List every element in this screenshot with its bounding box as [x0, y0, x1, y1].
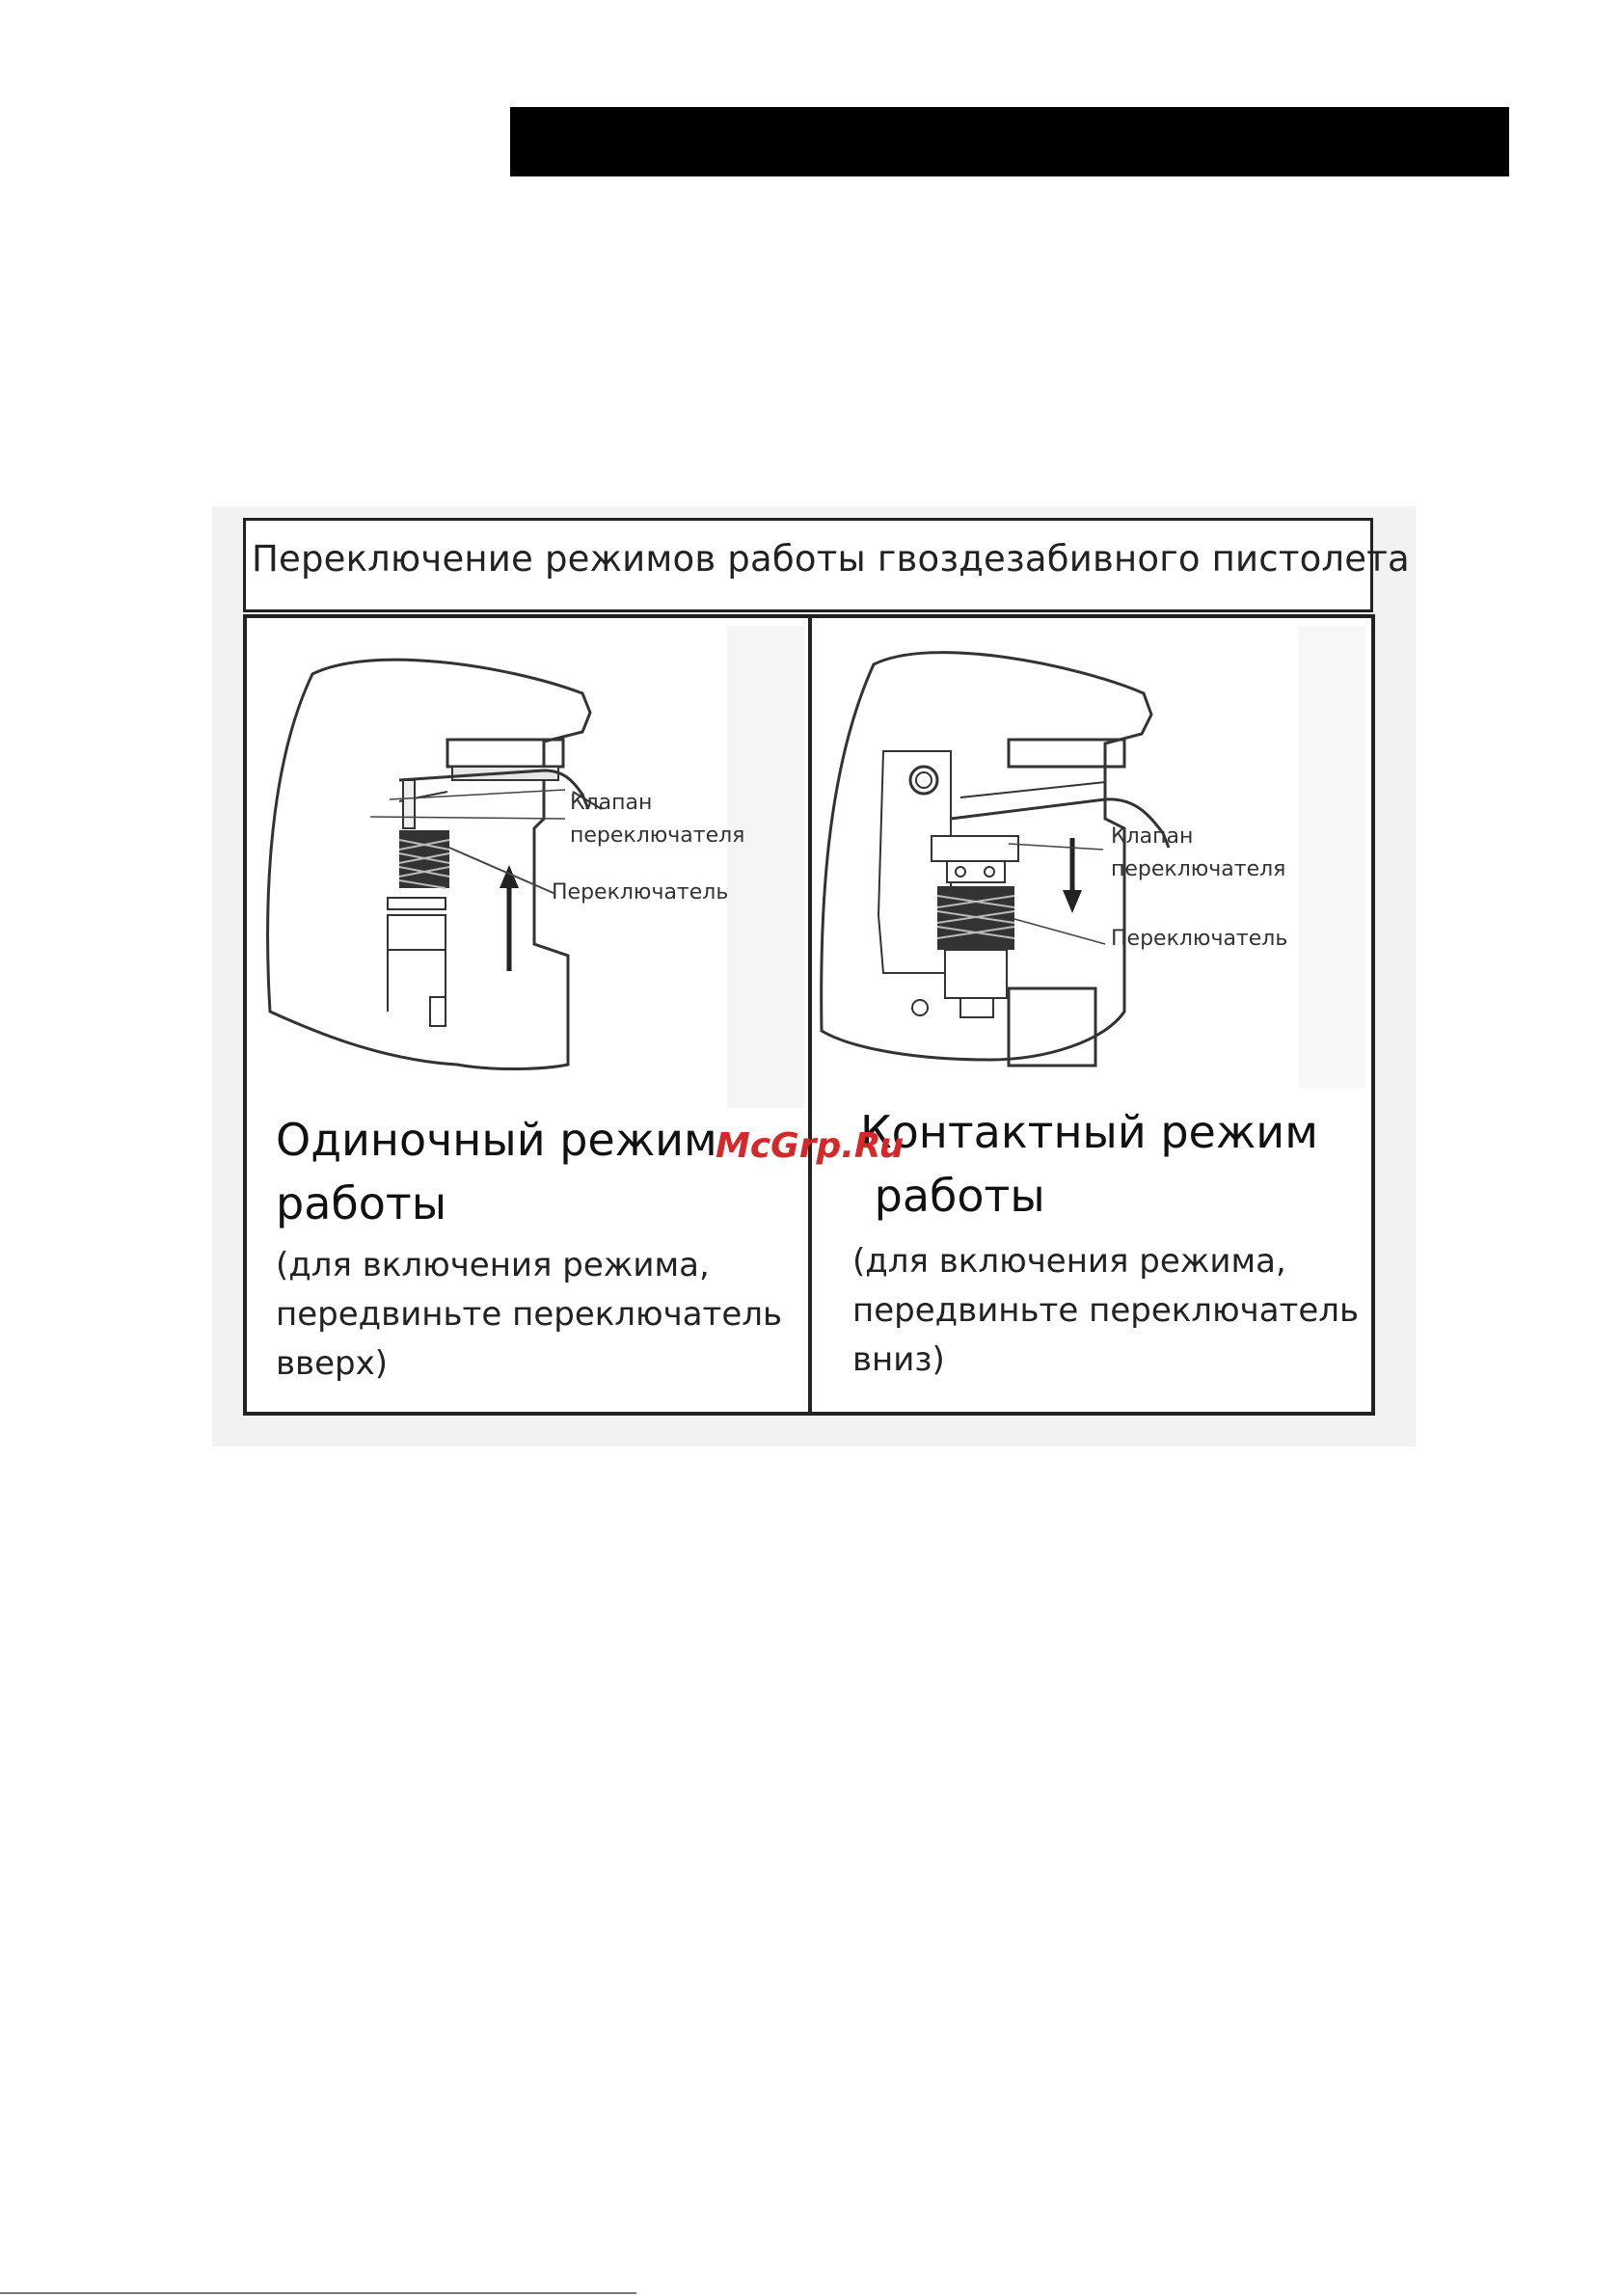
footer-rule	[0, 2292, 636, 2294]
right-callout-valve	[1111, 821, 1285, 886]
left-callout-valve-text: Клапан переключателя	[570, 791, 745, 848]
left-instruction-line2: передвиньте переключатель	[276, 1295, 783, 1334]
mode-panels	[243, 614, 1375, 1416]
right-callout-valve-text: Клапан переключателя	[1111, 824, 1286, 881]
nailer-switch-up-illustration	[255, 626, 804, 1108]
panel-divider	[808, 618, 812, 1412]
figure-title-box	[243, 518, 1410, 612]
figure-title: Переключение режимов работы гвоздезабивного пистолета	[252, 538, 1410, 580]
right-instruction-line1: (для включения режима,	[852, 1242, 1286, 1281]
header-bar	[510, 107, 1509, 176]
left-mode-title-line1: Одиночный режим	[276, 1114, 717, 1166]
right-mode-title-line2: работы	[860, 1170, 1045, 1222]
watermark: McGrp.Ru	[716, 1126, 905, 1166]
single-mode-diagram	[255, 626, 804, 1108]
right-instruction-line3: вниз)	[852, 1340, 945, 1379]
right-instruction-line2: передвиньте переключатель	[852, 1291, 1360, 1330]
left-instruction-line1: (для включения режима,	[276, 1246, 710, 1284]
left-mode-title-line2: работы	[276, 1177, 447, 1229]
left-callout-valve	[570, 787, 744, 852]
left-callout-switch: Переключатель	[552, 880, 729, 905]
left-instruction-line3: вверх)	[276, 1344, 388, 1383]
right-callout-switch: Переключатель	[1111, 927, 1288, 951]
right-mode-title-line1: Контактный режим	[860, 1106, 1318, 1158]
